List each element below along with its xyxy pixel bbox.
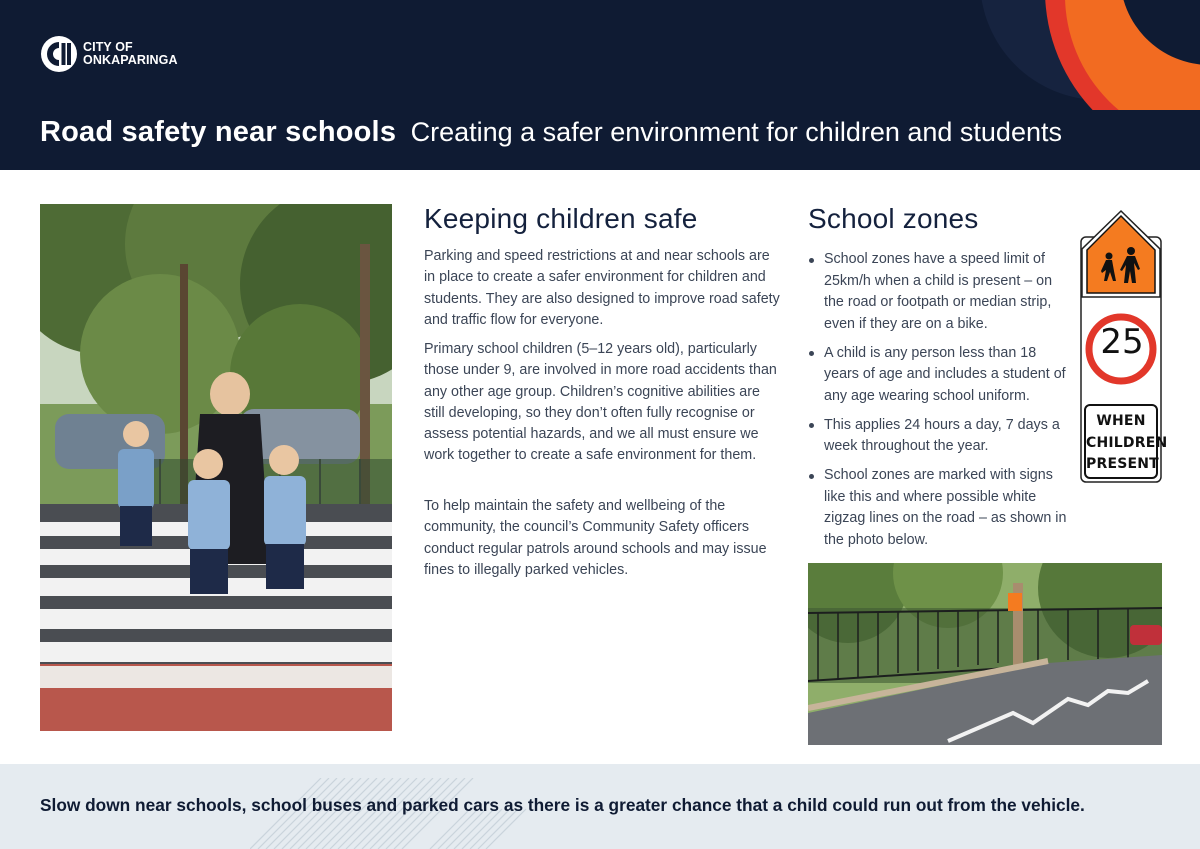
logo-line-1: CITY OF [83,40,133,54]
photo-children-crossing [40,204,392,731]
sign-text-line: PRESENT [1086,456,1159,472]
photo-school-zone-road [808,563,1162,745]
logo-mark-icon [40,35,78,73]
city-logo [40,35,178,73]
header-banner [0,0,1200,170]
list-item: School zones are marked with signs like this and where possible white zigzag lines on the road – as shown in the photo below. [808,465,1068,551]
logo-wordmark [83,41,178,67]
school-zones-heading: School zones [808,203,979,234]
list-item: This applies 24 hours a day, 7 days a week throughout the year. [808,415,1068,458]
list-item: School zones have a speed limit of 25km/h when a child is present – on the road or footpath or median strip, even if they are on a bike. [808,249,1068,335]
decorative-circles [920,0,1200,110]
logo-line-2: ONKAPARINGA [83,53,178,67]
sign-text [1086,411,1168,476]
footer-message: Slow down near schools, school buses and parked cars as there is a greater chance that a child could run out from the vehicle. [40,795,1085,815]
sign-text-line: WHEN [1096,413,1146,429]
keeping-safe-paragraph: To help maintain the safety and wellbeing of the community, the council’s Community Safety officers conduct regular patrols around schools and may issue fines to illegally parked vehicles. [424,498,767,578]
page-subtitle: Creating a safer environment for children and students [410,117,1062,147]
footer-band [0,764,1200,849]
school-zones-list [808,249,1068,559]
keeping-safe-heading: Keeping children safe [424,203,698,234]
page-title: Road safety near schools [40,116,397,148]
keeping-safe-paragraph: Primary school children (5–12 years old), particularly those under 9, are involved in more road accidents than any other age group. Children’s cognitive abilities are still developing, so they don’t often fully recognise or assess potential hazards, and we all must ensure we work together to create a safe environment for them. [424,341,777,464]
keeping-safe-paragraph: Parking and speed restrictions at and near schools are in place to create a safer environment for children and students. They are also designed to improve road safety and traffic flow for everyone. [424,248,780,328]
sign-text-line: CHILDREN [1086,434,1168,451]
sign-speed-value: 25 [1100,322,1144,362]
title-row [40,116,1062,149]
list-item: A child is any person less than 18 years of age and includes a student of any age wearing school uniform. [808,343,1068,408]
